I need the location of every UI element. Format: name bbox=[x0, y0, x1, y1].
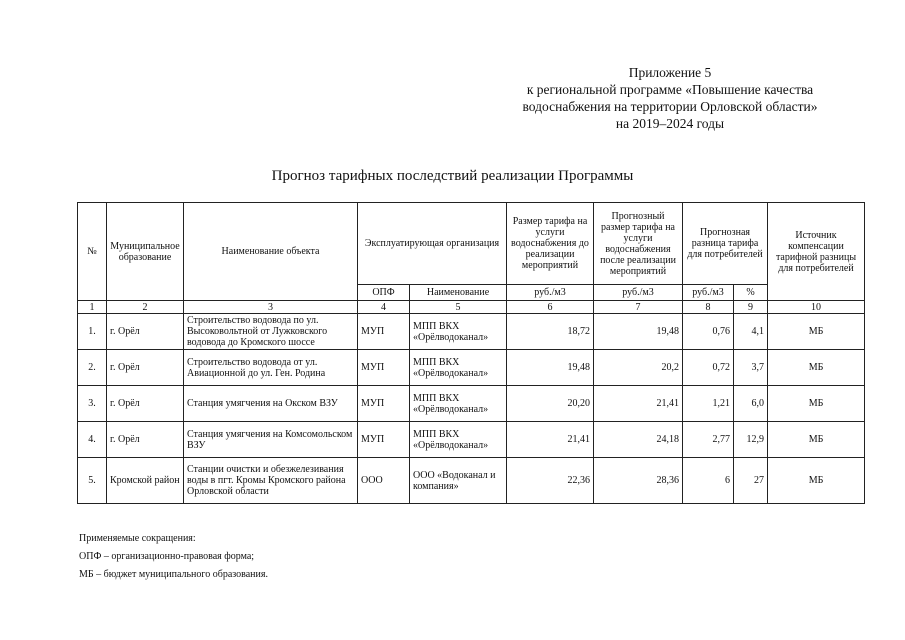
row-tariff-before: 22,36 bbox=[507, 458, 594, 504]
row-diff-rub: 0,72 bbox=[683, 350, 734, 386]
row-object: Станции очистки и обезжелезивания воды в пгт. Кромы Кромского района Орловской области bbox=[184, 458, 358, 504]
row-object: Станция умягчения на Окском ВЗУ bbox=[184, 386, 358, 422]
row-tariff-after: 21,41 bbox=[594, 386, 683, 422]
row-number: 4. bbox=[78, 422, 107, 458]
row-diff-pct: 3,7 bbox=[734, 350, 768, 386]
column-number: 4 bbox=[358, 301, 410, 314]
header-opf: ОПФ bbox=[358, 285, 410, 301]
row-org-name: ООО «Водоканал и компания» bbox=[410, 458, 507, 504]
header-num: № bbox=[78, 203, 107, 301]
row-opf: МУП bbox=[358, 314, 410, 350]
header-source: Источник компенсации тарифной разницы для потребителей bbox=[768, 203, 865, 301]
column-number: 6 bbox=[507, 301, 594, 314]
row-opf: МУП bbox=[358, 386, 410, 422]
column-number: 3 bbox=[184, 301, 358, 314]
row-object: Станция умягчения на Комсомольском ВЗУ bbox=[184, 422, 358, 458]
row-number: 1. bbox=[78, 314, 107, 350]
row-tariff-after: 20,2 bbox=[594, 350, 683, 386]
column-number: 5 bbox=[410, 301, 507, 314]
row-tariff-before: 21,41 bbox=[507, 422, 594, 458]
appendix-line-4: на 2019–2024 годы bbox=[615, 116, 725, 131]
row-municipality: г. Орёл bbox=[107, 314, 184, 350]
appendix-line-1: Приложение 5 bbox=[628, 65, 712, 80]
row-number: 2. bbox=[78, 350, 107, 386]
row-diff-rub: 2,77 bbox=[683, 422, 734, 458]
row-org-name: МПП ВКХ «Орёлводоканал» bbox=[410, 386, 507, 422]
column-number: 9 bbox=[734, 301, 768, 314]
header-difference: Прогнозная разница тарифа для потребителей bbox=[683, 203, 768, 285]
table-row bbox=[78, 314, 865, 350]
row-diff-rub: 0,76 bbox=[683, 314, 734, 350]
header-unit-after: руб./м3 bbox=[594, 285, 683, 301]
row-source: МБ bbox=[768, 350, 865, 386]
header-municipality: Муниципальное образование bbox=[107, 203, 184, 301]
header-object: Наименование объекта bbox=[184, 203, 358, 301]
row-tariff-after: 19,48 bbox=[594, 314, 683, 350]
header-org-name: Наименование bbox=[410, 285, 507, 301]
row-org-name: МПП ВКХ «Орёлводоканал» bbox=[410, 422, 507, 458]
header-unit-pct: % bbox=[734, 285, 768, 301]
column-number: 1 bbox=[78, 301, 107, 314]
column-number: 7 bbox=[594, 301, 683, 314]
row-diff-rub: 1,21 bbox=[683, 386, 734, 422]
header-tariff-after: Прогнозный размер тарифа на услуги водоснабжения после реализации мероприятий bbox=[594, 203, 683, 285]
tariff-forecast-table bbox=[77, 202, 865, 504]
row-municipality: Кромской район bbox=[107, 458, 184, 504]
row-opf: МУП bbox=[358, 350, 410, 386]
row-org-name: МПП ВКХ «Орёлводоканал» bbox=[410, 314, 507, 350]
header-tariff-before: Размер тарифа на услуги водоснабжения до реализации мероприятий bbox=[507, 203, 594, 285]
column-number: 2 bbox=[107, 301, 184, 314]
row-diff-pct: 27 bbox=[734, 458, 768, 504]
table-row bbox=[78, 422, 865, 458]
row-diff-pct: 4,1 bbox=[734, 314, 768, 350]
note-mb: МБ – бюджет муниципального образования. bbox=[79, 569, 268, 580]
appendix-line-3: водоснабжения на территории Орловской области» bbox=[522, 99, 818, 114]
row-number: 3. bbox=[78, 386, 107, 422]
note-opf: ОПФ – организационно-правовая форма; bbox=[79, 551, 255, 562]
column-number: 10 bbox=[768, 301, 865, 314]
row-object: Строительство водовода по ул. Высоковольтной от Лужковского водовода до Кромского шоссе bbox=[184, 314, 358, 350]
row-tariff-before: 19,48 bbox=[507, 350, 594, 386]
row-source: МБ bbox=[768, 422, 865, 458]
row-tariff-after: 24,18 bbox=[594, 422, 683, 458]
row-tariff-before: 18,72 bbox=[507, 314, 594, 350]
row-municipality: г. Орёл bbox=[107, 386, 184, 422]
header-operator: Эксплуатирующая организация bbox=[358, 203, 507, 285]
row-object: Строительство водовода от ул. Авиационной до ул. Ген. Родина bbox=[184, 350, 358, 386]
row-diff-pct: 6,0 bbox=[734, 386, 768, 422]
row-diff-pct: 12,9 bbox=[734, 422, 768, 458]
row-number: 5. bbox=[78, 458, 107, 504]
row-tariff-after: 28,36 bbox=[594, 458, 683, 504]
row-source: МБ bbox=[768, 458, 865, 504]
notes-heading: Применяемые сокращения: bbox=[79, 533, 196, 544]
table-row bbox=[78, 350, 865, 386]
row-org-name: МПП ВКХ «Орёлводоканал» bbox=[410, 350, 507, 386]
document-title: Прогноз тарифных последствий реализации Программы bbox=[271, 168, 634, 184]
row-tariff-before: 20,20 bbox=[507, 386, 594, 422]
row-opf: МУП bbox=[358, 422, 410, 458]
header-unit-diff: руб./м3 bbox=[683, 285, 734, 301]
row-municipality: г. Орёл bbox=[107, 422, 184, 458]
appendix-line-2: к региональной программе «Повышение качества bbox=[526, 82, 814, 97]
row-opf: ООО bbox=[358, 458, 410, 504]
row-source: МБ bbox=[768, 386, 865, 422]
table-row bbox=[78, 386, 865, 422]
header-unit-before: руб./м3 bbox=[507, 285, 594, 301]
table-row bbox=[78, 458, 865, 504]
row-diff-rub: 6 bbox=[683, 458, 734, 504]
row-source: МБ bbox=[768, 314, 865, 350]
row-municipality: г. Орёл bbox=[107, 350, 184, 386]
appendix-header bbox=[480, 64, 860, 132]
column-numbers-row bbox=[78, 301, 865, 314]
column-number: 8 bbox=[683, 301, 734, 314]
